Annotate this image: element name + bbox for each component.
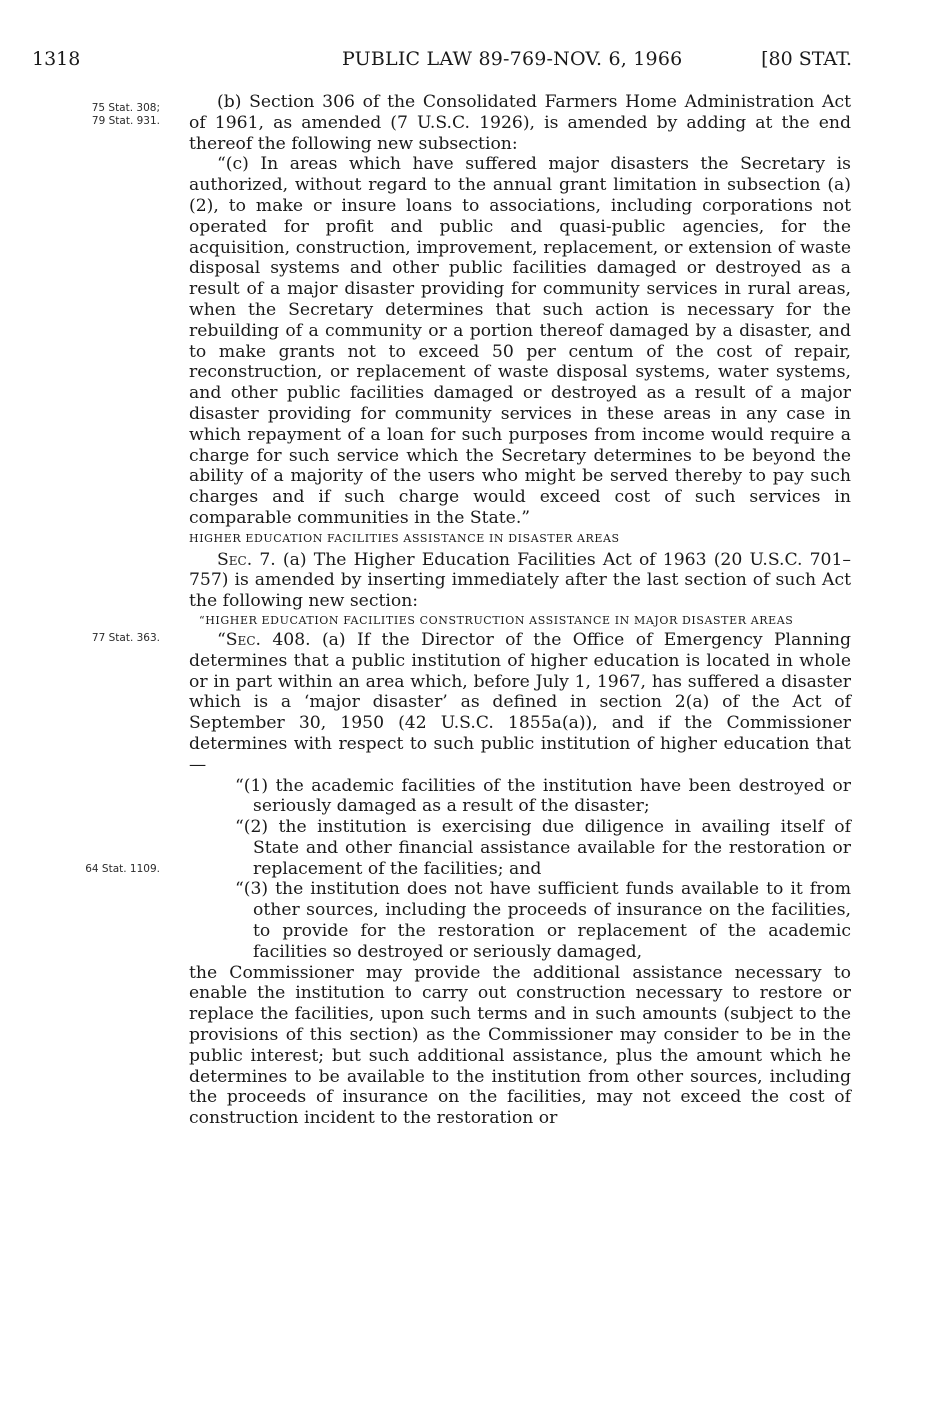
section-7-paragraph	[189, 550, 851, 612]
new-section-heading: “HIGHER EDUCATION FACILITIES CONSTRUCTION ASSISTANCE IN MAJOR DISASTER AREAS	[199, 613, 794, 627]
margin-citation-2: 77 Stat. 363.	[91, 632, 160, 644]
paragraph-c: “(c) In areas which have suffered major disasters the Secretary is authorized, without regard to the annual grant limitation in subsection (a) (2), to make or insure loans to associations, including corporations not operated for profit and public and quasi-public agencies, for the acquisition, construction, improvement, replacement, or extension of waste disposal systems and other public facilities damaged or destroyed as a result of a major disaster providing for community services in rural areas, when the Secretary determines that such action is necessary for the rebuilding of a community or a portion thereof damaged by a disaster, and to make grants not to exceed 50 per centum of the cost of repair, reconstruction, or replacement of waste disposal systems, water systems, and other public facilities damaged or destroyed as a result of a major disaster providing for community services in these areas in any case in which repayment of a loan for such purposes from income would require a charge for such service which the Secretary determines to be beyond the ability of a majority of the users who might be served thereby to pay such charges and if such charge would exceed cost of such services in comparable communities in the State.”	[189, 154, 851, 528]
margin-citation-3: 64 Stat. 1109.	[85, 863, 160, 875]
closing-paragraph: the Commissioner may provide the additional assistance necessary to enable the institution to carry out construction necessary to restore or replace the facilities, upon such terms and in such amounts (subject to the provisions of this section) as the Commissioner may consider to be in the public interest; but such additional assistance, plus the amount which he determines to be available to the institution from other sources, including the proceeds of insurance on the facilities, may not exceed the cost of construction incident to the restoration or	[189, 962, 851, 1129]
page-header	[32, 46, 852, 72]
volume-reference: [80 STAT.	[761, 48, 852, 70]
margin-citation-1	[26, 102, 160, 128]
section-heading: HIGHER EDUCATION FACILITIES ASSISTANCE IN DISASTER AREAS	[189, 531, 620, 545]
section-408-paragraph	[189, 630, 851, 776]
list-item-3: “(3) the institution does not have sufficient funds available to it from other sources, including the proceeds of insurance on the facilities, to provide for the restoration or replacement of the academic facilities so destroyed or seriously damaged,	[235, 879, 851, 962]
page-number: 1318	[32, 48, 81, 70]
section-408-text: (a) If the Director of the Office of Emergency Planning determines that a public institution of higher education is located in whole or in part within an area which, before July 1, 1967, has suffered a disaster which is a ‘major disaster’ as defined in section 2(a) of the Act of September 30, 1950 (42 U.S.C. 1855a(a)), and if the Commissioner determines with respect to such public institution of higher education that—	[189, 629, 851, 775]
running-title: PUBLIC LAW 89-769-NOV. 6, 1966	[342, 48, 683, 70]
list-item-2: “(2) the institution is exercising due diligence in availing itself of State and other financial assistance available for the restoration or replacement of the facilities; and	[235, 817, 851, 879]
list-item-1: “(1) the academic facilities of the institution have been destroyed or seriously damaged as a result of the disaster;	[235, 775, 851, 817]
margin-citation-line: 79 Stat. 931.	[91, 115, 160, 127]
margin-citation-line: 75 Stat. 308;	[91, 102, 160, 114]
section-label: “Sec. 408.	[217, 629, 311, 650]
body-text	[189, 92, 851, 1129]
paragraph-b: (b) Section 306 of the Consolidated Farmers Home Administration Act of 1961, as amended (7 U.S.C. 1926), is amended by adding at the end thereof the following new subsection:	[189, 92, 851, 154]
section-label: Sec. 7.	[217, 549, 276, 570]
section-7-text: (a) The Higher Education Facilities Act of 1963 (20 U.S.C. 701–757) is amended by inserting immediately after the last section of such Act the following new section:	[189, 549, 852, 612]
